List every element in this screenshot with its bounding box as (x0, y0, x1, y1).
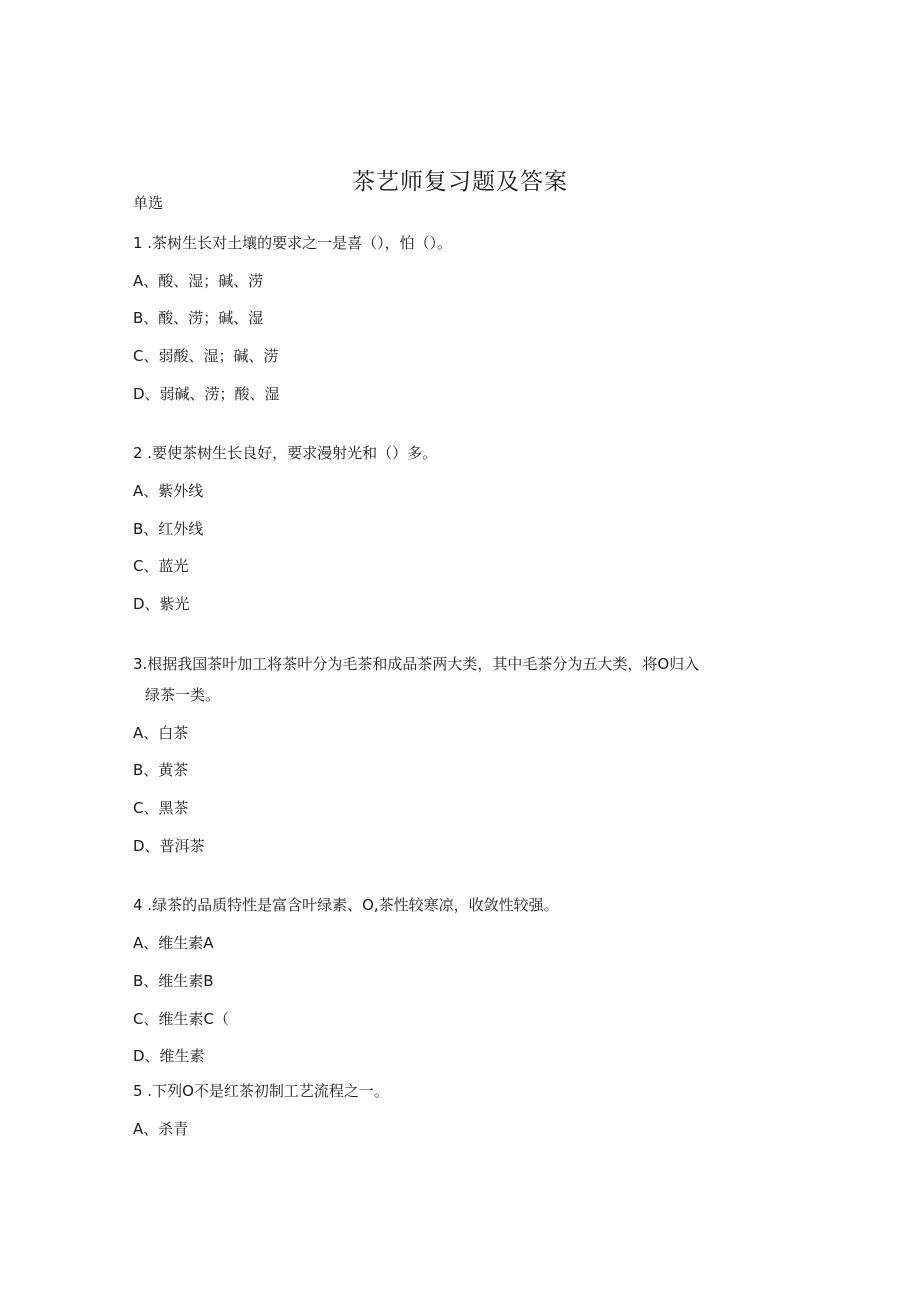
question-3-stem: 3.根据我国茶叶加工将茶叶分为毛茶和成品茶两大类，其中毛茶分为五大类，将O归入 (133, 655, 700, 673)
question-3-stem-continuation: 绿茶一类。 (145, 686, 221, 704)
question-3-option-b: B、黄茶 (133, 761, 189, 779)
question-1-option-c: C、弱酸、湿；碱、涝 (133, 347, 279, 365)
section-label: 单选 (133, 194, 164, 212)
question-2-option-a: A、紫外线 (133, 482, 204, 500)
question-3-option-c: C、黑茶 (133, 799, 189, 817)
page-title: 茶艺师复习题及答案 (352, 169, 568, 195)
question-4-option-d: D、维生素 (133, 1047, 205, 1065)
question-4-stem: 4 .绿茶的品质特性是富含叶绿素、O,茶性较寒凉，收敛性较强。 (133, 896, 559, 914)
question-1-option-a: A、酸、湿；碱、涝 (133, 272, 264, 290)
question-3-option-d: D、普洱茶 (133, 837, 205, 855)
question-1-option-b: B、酸、涝；碱、湿 (133, 309, 264, 327)
question-5-stem: 5 .下列O不是红茶初制工艺流程之一。 (133, 1082, 389, 1100)
question-2-option-d: D、紫光 (133, 595, 190, 613)
question-2-stem: 2 .要使茶树生长良好，要求漫射光和（）多。 (133, 444, 438, 462)
question-5-option-a: A、杀青 (133, 1120, 189, 1138)
question-4-option-b: B、维生素B (133, 972, 214, 990)
question-3-option-a: A、白茶 (133, 724, 189, 742)
question-4-option-a: A、维生素A (133, 934, 214, 952)
question-2-option-c: C、蓝光 (133, 557, 189, 575)
question-1-option-d: D、弱碱、涝；酸、湿 (133, 385, 280, 403)
question-2-option-b: B、红外线 (133, 520, 204, 538)
question-4-option-c: C、维生素C（ (133, 1010, 229, 1028)
question-1-stem: 1 .茶树生长对土壤的要求之一是喜（），怕（）。 (133, 234, 453, 252)
